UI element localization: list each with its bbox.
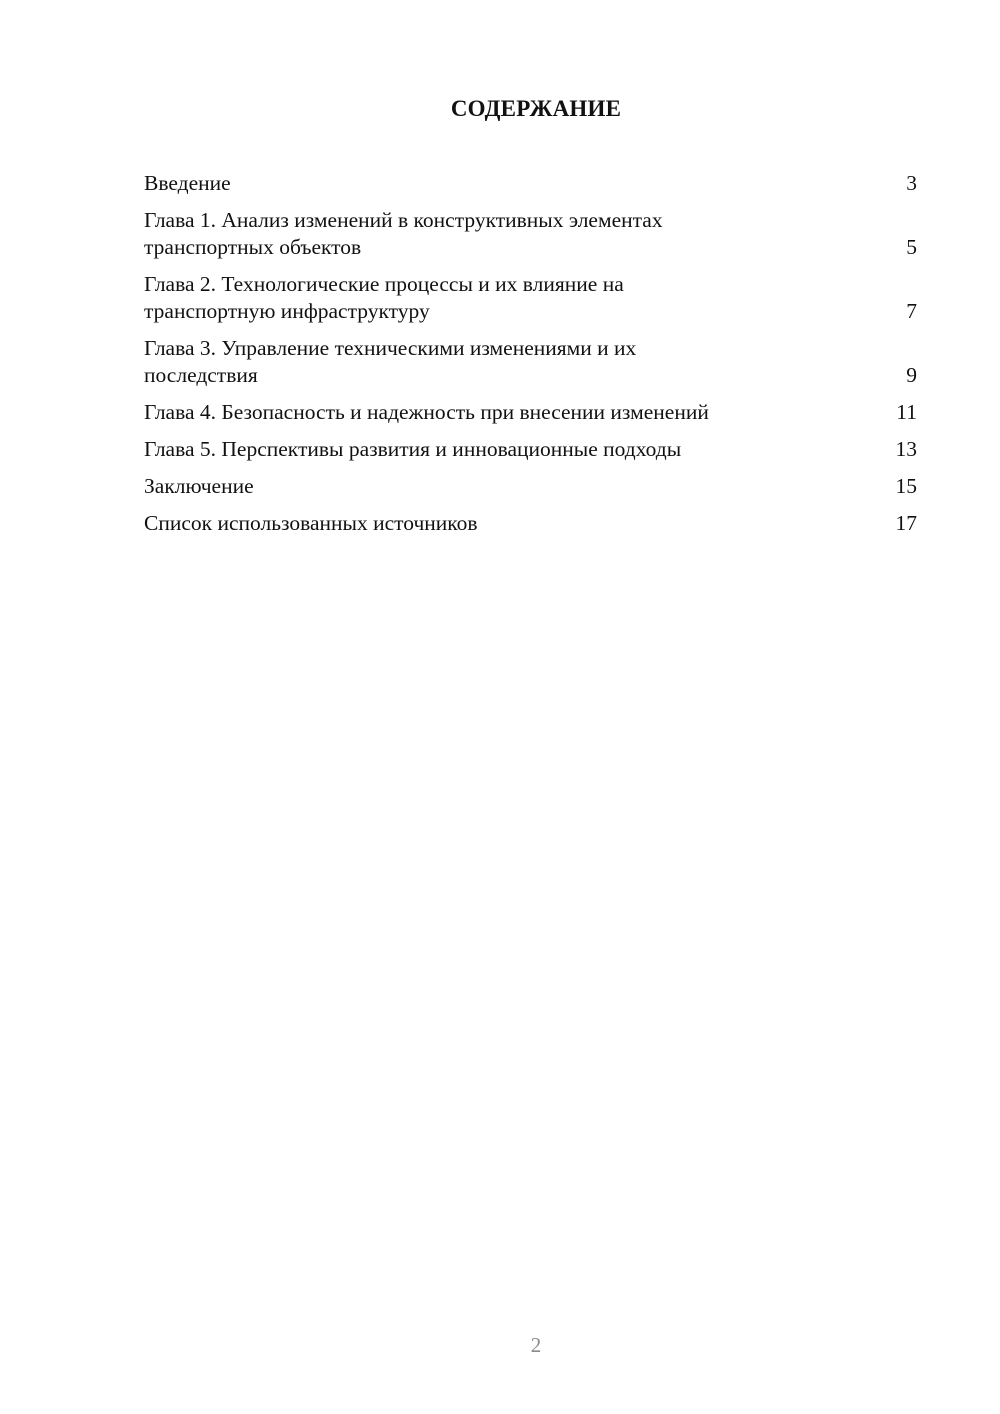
toc-entry-text xyxy=(144,170,231,197)
toc-entry-line: Глава 3. Управление техническими изменениями и их xyxy=(144,336,637,360)
toc-entry-conclusion xyxy=(144,473,920,500)
toc-entry-text xyxy=(144,399,709,426)
toc-entry-text xyxy=(144,207,663,261)
toc-entry-page: 15 xyxy=(895,474,917,498)
toc-entry-line: Список использованных источников xyxy=(144,511,478,535)
toc-entry-text xyxy=(144,436,681,463)
toc-entry-line: Глава 1. Анализ изменений в конструктивных элементах xyxy=(144,208,663,232)
toc-entry-page: 9 xyxy=(906,363,917,387)
toc-entry-line: Введение xyxy=(144,171,231,195)
toc-entry-chapter-5 xyxy=(144,436,920,463)
toc-entry-line-continuation: последствия xyxy=(144,363,258,387)
toc-entry-line-continuation: транспортных объектов xyxy=(144,235,362,259)
toc-entry-references xyxy=(144,510,920,537)
page-title: СОДЕРЖАНИЕ xyxy=(450,96,622,121)
toc-entry-page: 11 xyxy=(896,400,917,424)
toc-entry-chapter-4 xyxy=(144,399,920,426)
toc-entry-line: Глава 2. Технологические процессы и их влияние на xyxy=(144,272,624,296)
toc-entry-text xyxy=(144,510,478,537)
toc-entry-chapter-2 xyxy=(144,271,920,325)
page-number: 2 xyxy=(530,1333,542,1357)
toc-entry-line: Глава 5. Перспективы развития и инновационные подходы xyxy=(144,437,682,461)
toc-entry-page: 7 xyxy=(906,299,917,323)
toc-entry-line: Глава 4. Безопасность и надежность при внесении изменений xyxy=(144,400,709,424)
table-of-contents xyxy=(144,170,920,547)
toc-entry-text xyxy=(144,271,624,325)
toc-entry-line-continuation: транспортную инфраструктуру xyxy=(144,299,430,323)
toc-entry-chapter-3 xyxy=(144,335,920,389)
toc-entry-page: 5 xyxy=(906,235,917,259)
toc-entry-chapter-1 xyxy=(144,207,920,261)
toc-entry-page: 13 xyxy=(895,437,917,461)
toc-entry-page: 17 xyxy=(895,511,917,535)
toc-entry-page: 3 xyxy=(906,171,917,195)
toc-entry-introduction xyxy=(144,170,920,197)
toc-entry-text xyxy=(144,335,636,389)
toc-entry-text xyxy=(144,473,254,500)
toc-entry-line: Заключение xyxy=(144,474,254,498)
